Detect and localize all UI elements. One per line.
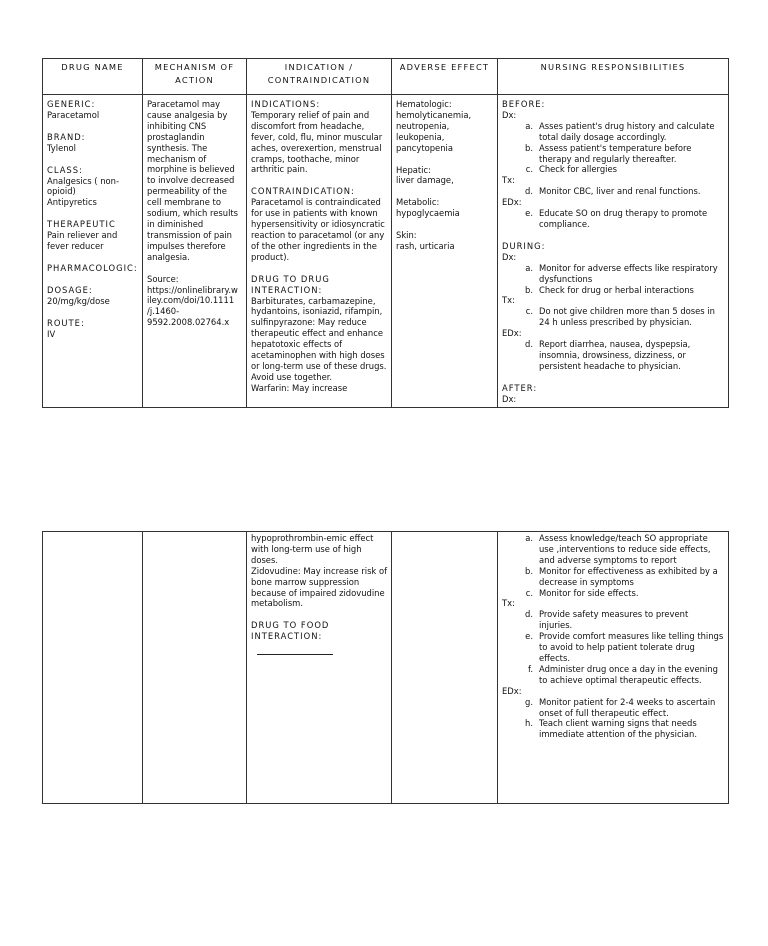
- therapeutic-value: Pain reliever and fever reducer: [47, 230, 118, 252]
- list-item: d. Report diarrhea, nausea, dyspepsia, insomnia, drowsiness, dizziness, or persistent headache to physician.: [525, 339, 691, 371]
- header-adverse-effect: ADVERSE EFFECT: [392, 59, 498, 95]
- after-tx-list: [502, 609, 724, 685]
- class-label: CLASS:: [47, 164, 83, 175]
- contraindication-label: CONTRAINDICATION:: [251, 186, 355, 197]
- brand-label: BRAND:: [47, 131, 86, 142]
- class-value: Analgesics ( non-opioid) Antipyretics: [47, 175, 119, 208]
- adverse-cell-cont: [392, 532, 498, 804]
- list-item: g. Monitor patient for 2-4 weeks to ascertain onset of full therapeutic effect.: [525, 696, 716, 718]
- indications-text: Temporary relief of pain and discomfort from headache, fever, cold, flu, minor muscular aches, overexertion, menstrual cramps, toothache, minor arthritic pain.: [251, 109, 383, 175]
- metabolic-value: hypoglycaemia: [396, 208, 460, 219]
- indication-cell: [247, 95, 392, 408]
- tx-label: Tx:: [502, 598, 515, 609]
- header-mechanism: MECHANISM OF ACTION: [143, 59, 247, 95]
- after-edx-list: [502, 697, 724, 741]
- tx-label: Tx:: [502, 295, 515, 306]
- brand-value: Tylenol: [47, 142, 77, 153]
- hepatic-label: Hepatic:: [396, 164, 431, 175]
- drug-name-cell-cont: [43, 532, 143, 804]
- dosage-value: 20/mg/kg/dose: [47, 295, 110, 306]
- contraindication-text: Paracetamol is contraindicated for use in patients with known hypersensitivity or idiosyncratic reaction to paracetamol (or any of the other ingredients in the product).: [251, 197, 385, 262]
- edx-label: EDx:: [502, 685, 522, 696]
- drug-drug-text-cont: hypoprothrombin-emic effect with long-term use of high doses. Zidovudine: May increase risk of bone marrow suppression because of impaired zidovudine metabolism.: [251, 533, 388, 609]
- drug-drug-label: DRUG TO DRUG INTERACTION:: [251, 273, 330, 295]
- metabolic-label: Metabolic:: [396, 197, 440, 208]
- before-edx-list: [502, 208, 724, 230]
- after-label: AFTER:: [502, 382, 538, 393]
- drug-drug-text: Barbiturates, carbamazepine, hydantoins, isoniazid, rifampin, sulfinpyrazone: May reduce therapeutic effect and enhance hepatotoxic effects of acetaminophen with high doses or long-term use of these drugs. Avoid use together. Warfarin: May increase: [251, 295, 387, 393]
- content-row: [43, 95, 729, 408]
- nursing-cell: [498, 95, 729, 408]
- mechanism-text: Paracetamol may cause analgesia by inhibiting CNS prostaglandin synthesis. The mechanism of morphine is believed to involve decreased permeability of the cell membrane to sodium, which results in diminished transmission of pain impulses therefore analgesia.: [147, 99, 239, 262]
- header-nursing: NURSING RESPONSIBILITIES: [498, 59, 729, 95]
- nursing-cell-cont: [498, 532, 729, 804]
- list-item: a. Assess knowledge/teach SO appropriate use ,interventions to reduce side effects, and adverse symptoms to report: [525, 533, 711, 565]
- edx-label: EDx:: [502, 328, 522, 339]
- during-dx-list: [502, 263, 724, 296]
- before-dx-list: [502, 121, 724, 176]
- during-edx-list: [502, 339, 724, 372]
- dx-label: Dx:: [502, 251, 517, 262]
- route-label: ROUTE:: [47, 317, 85, 328]
- list-item: d. Provide safety measures to prevent injuries.: [525, 609, 689, 631]
- list-item: h. Teach client warning signs that needs immediate attention of the physician.: [525, 718, 697, 740]
- edx-label: EDx:: [502, 197, 522, 208]
- mechanism-cell-cont: [143, 532, 247, 804]
- header-drug-name: DRUG NAME: [43, 59, 143, 95]
- hepatic-value: liver damage,: [396, 175, 454, 186]
- tx-label: Tx:: [502, 175, 515, 186]
- before-tx-list: [502, 186, 724, 197]
- list-item: b. Check for drug or herbal interactions: [525, 284, 694, 295]
- list-item: a. Asses patient's drug history and calculate total daily dosage accordingly.: [525, 120, 715, 142]
- skin-value: rash, urticaria: [396, 241, 455, 252]
- list-item: b. Assess patient's temperature before therapy and regularly thereafter.: [525, 142, 692, 164]
- mechanism-source: Source: https://onlinelibrary.w iley.com/doi/10.1111 /j.1460- 9592.2008.02764.x: [147, 273, 238, 328]
- hematologic-label: Hematologic:: [396, 99, 452, 109]
- generic-label: GENERIC:: [47, 99, 96, 109]
- blank-line: [257, 646, 333, 655]
- header-row: [43, 59, 729, 95]
- before-label: BEFORE:: [502, 99, 546, 109]
- drug-table-page-1: [42, 58, 729, 408]
- list-item: e. Educate SO on drug therapy to promote compliance.: [525, 208, 708, 229]
- drug-table-page-2: [42, 531, 729, 804]
- list-item: a. Monitor for adverse effects like respiratory dysfunctions: [525, 262, 718, 284]
- dosage-label: DOSAGE:: [47, 284, 93, 295]
- drug-name-cell: [43, 95, 143, 408]
- generic-value: Paracetamol: [47, 109, 100, 120]
- content-row: [43, 532, 729, 804]
- dx-label: Dx:: [502, 109, 517, 120]
- during-label: DURING:: [502, 240, 546, 251]
- hematologic-value: hemolyticanemia, neutropenia, leukopenia, pancytopenia: [396, 109, 472, 153]
- mechanism-cell: [143, 95, 247, 408]
- list-item: d. Monitor CBC, liver and renal functions.: [525, 186, 701, 197]
- drug-food-label: DRUG TO FOOD INTERACTION:: [251, 620, 330, 642]
- dx-label: Dx:: [502, 393, 517, 404]
- list-item: f. Administer drug once a day in the evening to achieve optimal therapeutic effects.: [527, 663, 718, 685]
- indications-label: INDICATIONS:: [251, 99, 321, 109]
- pharmacologic-label: PHARMACOLOGIC:: [47, 262, 138, 273]
- header-indication: INDICATION / CONTRAINDICATION: [247, 59, 392, 95]
- indication-cell-cont: [247, 532, 392, 804]
- adverse-cell: [392, 95, 498, 408]
- list-item: c. Do not give children more than 5 doses in 24 h unless prescribed by physician.: [525, 306, 715, 328]
- after-dx-list: [502, 533, 724, 598]
- route-value: IV: [47, 328, 56, 339]
- list-item: c. Monitor for side effects.: [525, 587, 639, 598]
- list-item: b. Monitor for effectiveness as exhibited by a decrease in symptoms: [525, 565, 718, 587]
- list-item: c. Check for allergies: [525, 164, 617, 175]
- list-item: e. Provide comfort measures like telling things to avoid to help patient tolerate drug effects.: [525, 631, 724, 663]
- skin-label: Skin:: [396, 230, 417, 241]
- therapeutic-label: THERAPEUTIC: [47, 219, 116, 230]
- during-tx-list: [502, 306, 724, 328]
